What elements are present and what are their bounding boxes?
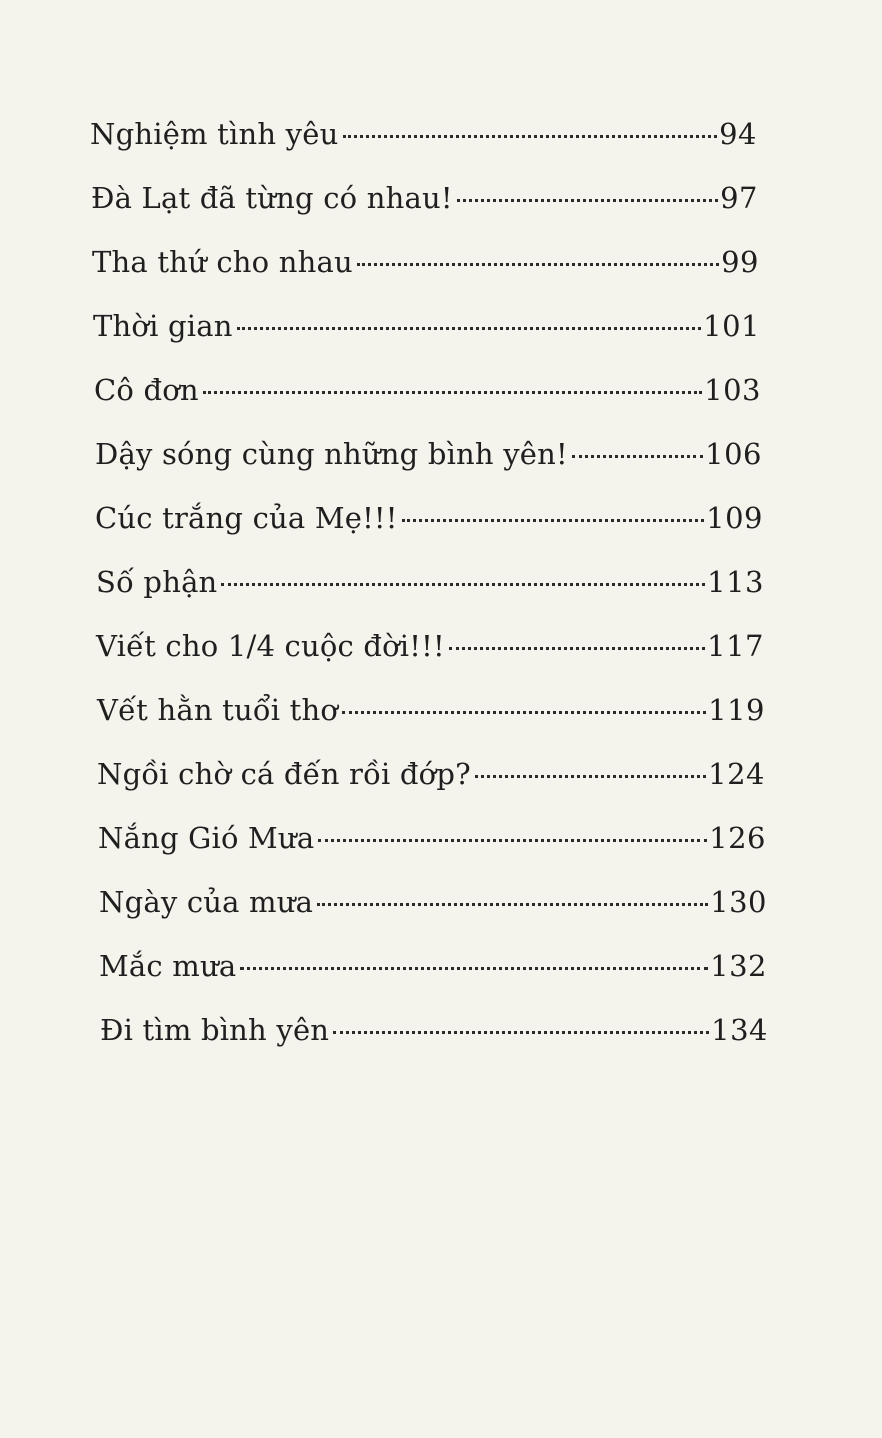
dot-leader (333, 1031, 709, 1034)
toc-entry-page: 132 (710, 949, 767, 983)
toc-entry (99, 944, 767, 988)
toc-entry-title: Ngồi chờ cá đến rồi đớp? (97, 757, 471, 791)
toc-entry-page: 134 (711, 1013, 768, 1047)
dot-leader (572, 455, 703, 458)
dot-leader (357, 263, 719, 266)
toc-entry-title: Đà Lạt đã từng có nhau! (91, 181, 453, 215)
toc-entry-title: Nghiệm tình yêu (90, 117, 339, 151)
toc-entry (94, 368, 761, 412)
dot-leader (237, 327, 702, 330)
toc-entry (97, 688, 765, 732)
dot-leader (449, 647, 705, 650)
dot-leader (203, 391, 702, 394)
toc-entry (99, 880, 767, 924)
toc-entry-page: 130 (710, 885, 767, 919)
toc-entry-page: 101 (703, 309, 760, 343)
toc-entry-title: Vết hằn tuổi thơ (97, 693, 339, 727)
dot-leader (343, 135, 718, 138)
toc-entry-page: 117 (707, 629, 764, 663)
toc-entry-page: 119 (708, 693, 765, 727)
dot-leader (475, 775, 706, 778)
toc-entry (90, 112, 757, 156)
toc-entry-title: Tha thứ cho nhau (92, 245, 353, 279)
toc-entry-title: Viết cho 1/4 cuộc đời!!! (96, 629, 445, 663)
toc-entry-page: 103 (704, 373, 761, 407)
toc-entry (92, 240, 759, 284)
toc-entry-title: Cô đơn (94, 373, 199, 407)
toc-entry-title: Mắc mưa (99, 949, 237, 983)
toc-entry-page: 97 (720, 181, 758, 215)
toc-entry-page: 126 (709, 821, 766, 855)
toc-entry-page: 109 (706, 501, 763, 535)
toc-entry (95, 496, 763, 540)
toc-entry (97, 752, 765, 796)
toc-entry-page: 94 (719, 117, 757, 151)
toc-entry-title: Ngày của mưa (99, 885, 314, 919)
toc-entry-page: 106 (705, 437, 762, 471)
toc-entry-title: Cúc trắng của Mẹ!!! (95, 501, 398, 535)
toc-entry-page: 99 (721, 245, 759, 279)
toc-entry (100, 1008, 768, 1052)
dot-leader (240, 967, 708, 970)
dot-leader (318, 839, 707, 842)
toc-entry-title: Thời gian (93, 309, 233, 343)
toc-entry (96, 624, 764, 668)
dot-leader (402, 519, 705, 522)
toc-entry-title: Dậy sóng cùng những bình yên! (95, 437, 568, 471)
dot-leader (342, 711, 706, 714)
toc-entry-page: 124 (708, 757, 765, 791)
toc-entry-page: 113 (707, 565, 764, 599)
dot-leader (317, 903, 708, 906)
toc-entry (91, 176, 758, 220)
toc-entry (95, 432, 762, 476)
toc-entry (93, 304, 760, 348)
dot-leader (221, 583, 705, 586)
dot-leader (457, 199, 718, 202)
toc-entry (96, 560, 764, 604)
toc-entry-title: Nắng Gió Mưa (98, 821, 315, 855)
toc-entry-title: Đi tìm bình yên (100, 1013, 330, 1047)
toc-entry (98, 816, 766, 860)
toc-entry-title: Số phận (96, 565, 218, 599)
